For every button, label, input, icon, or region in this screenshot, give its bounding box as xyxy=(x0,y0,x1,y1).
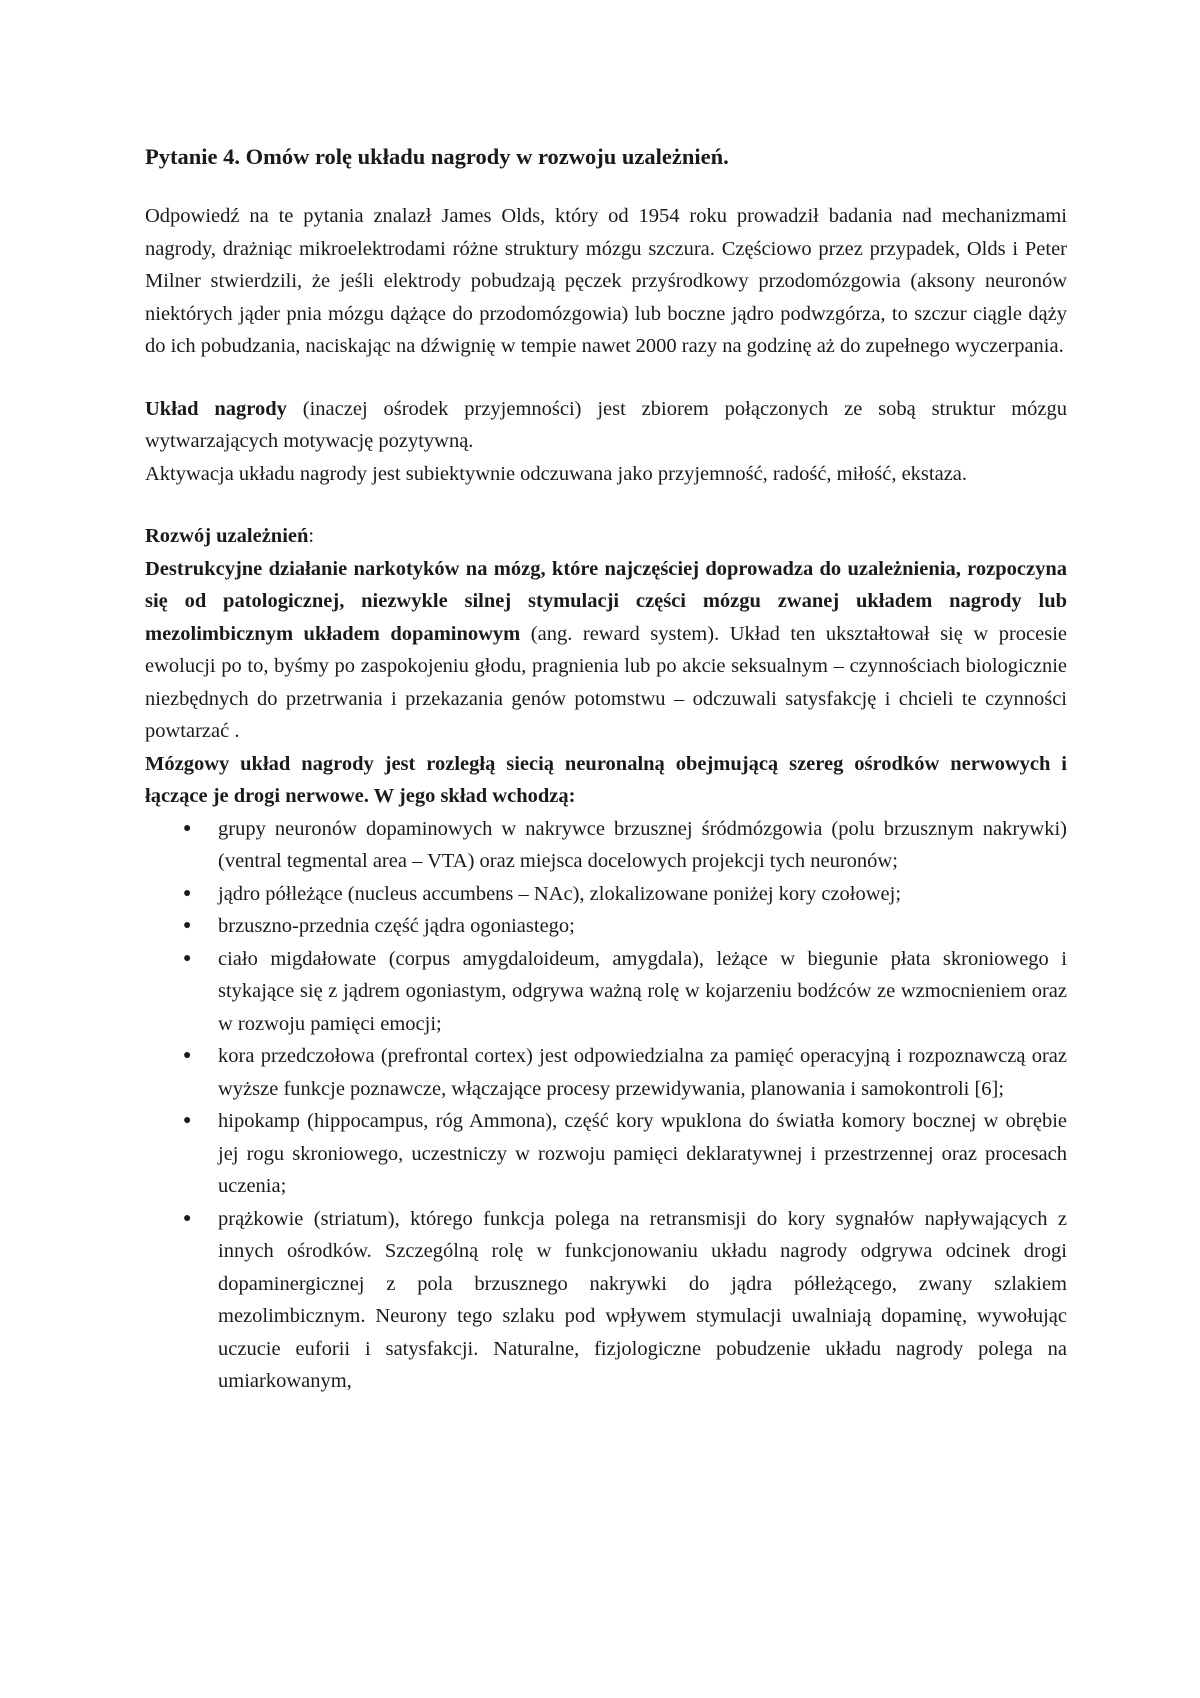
question-title: Pytanie 4. Omów rolę układu nagrody w rozwoju uzależnień. xyxy=(145,144,729,169)
paragraph-olds: Odpowiedź na te pytania znalazł James Olds, który od 1954 roku prowadził badania nad mechanizmami nagrody, drażniąc mikroelektrodami różne struktury mózgu szczura. Częściowo przez przypadek, Olds i Peter Milner stwierdzili, że jeśli elektrody pobudzają pęczek przyśrodkowy przodomózgowia (aksony neuronów niektórych jąder pnia mózgu dążące do przodomózgowia) lub boczne jądro podwzgórza, to szczur ciągle dąży do ich pobudzania, naciskając na dźwignię w tempie nawet 2000 razy na godzinę aż do zupełnego wyczerpania. xyxy=(145,205,1067,357)
list-item xyxy=(145,1105,1067,1203)
bullet-icon: ● xyxy=(183,950,192,966)
bullet-icon: ● xyxy=(183,1113,192,1128)
list-item-text: jądro półleżące (nucleus accumbens – NAc), zlokalizowane poniżej kory czołowej; xyxy=(218,882,902,905)
bullet-icon: ● xyxy=(183,1048,192,1063)
reward-network-text: Mózgowy układ nagrody jest rozległą siecią neuronalną obejmującą szereg ośrodków nerwowych i łączące je drogi nerwowe. W jego skład wchodzą: xyxy=(145,752,1067,807)
bullet-icon: ● xyxy=(183,885,192,901)
list-item xyxy=(145,1203,1067,1398)
list-item-text: kora przedczołowa (prefrontal cortex) jest odpowiedzialna za pamięć operacyjną i rozpoznawczą oraz wyższe funkcje poznawcze, włączające procesy przewidywania, planowania i samokontroli [6]; xyxy=(218,1045,1067,1100)
list-item xyxy=(145,910,1067,943)
bullet-icon: ● xyxy=(183,918,192,933)
addiction-text: (ang. reward system). Układ ten ukształtował się w procesie ewolucji po to, byśmy po zaspokojeniu głodu, pragnienia lub po akcie seksualnym – czynnościach biologicznie niezbędnych do przetrwania i przekazania genów potomstwu – odczuwali satysfakcję i chcieli te czynności powtarzać . xyxy=(145,622,1068,742)
heading-colon: : xyxy=(308,525,315,547)
bullet-icon: ● xyxy=(183,1210,192,1226)
list-item xyxy=(145,943,1067,1041)
structures-list xyxy=(145,813,1067,1398)
list-item-text: ciało migdałowate (corpus amygdaloideum, amygdala), leżące w biegunie płata skroniowego i stykające się z jądrem ogoniastym, odgrywa ważną rolę w kojarzeniu bodźców ze wzmocnieniem oraz w rozwoju pamięci emocji; xyxy=(218,947,1067,1035)
term-reward-system: Układ nagrody xyxy=(145,397,287,420)
bullet-icon: ● xyxy=(183,820,192,836)
paragraph-gap xyxy=(145,363,1067,393)
list-item xyxy=(145,878,1067,911)
paragraph-reward-system xyxy=(145,393,1067,458)
paragraph-gap xyxy=(145,490,1067,520)
list-item-text: brzuszno-przednia część jądra ogoniastego; xyxy=(218,915,575,937)
document-page xyxy=(145,140,1067,1398)
reward-system-definition: (inaczej ośrodek przyjemności) jest zbiorem połączonych ze sobą struktur mózgu wytwarzających motywację pozytywną. xyxy=(145,397,1067,452)
list-item-text: grupy neuronów dopaminowych w nakrywce brzusznej śródmózgowia (polu brzusznym nakrywki) (ventral tegmental area – VTA) oraz miejsca docelowych projekcji tych neuronów; xyxy=(218,817,1067,872)
section-heading xyxy=(145,520,1067,553)
list-item xyxy=(145,1040,1067,1105)
addiction-bold-text: Destrukcyjne działanie narkotyków na mózg, które najczęściej doprowadza do uzależnienia, rozpoczyna się od patologicznej, niezwykle silnej stymulacji części mózgu zwanej układem nagrody lub mezolimbicznym układem dopaminowym xyxy=(145,557,1067,645)
list-item xyxy=(145,813,1067,878)
paragraph-activation: Aktywacja układu nagrody jest subiektywnie odczuwana jako przyjemność, radość, miłość, ekstaza. xyxy=(145,462,968,485)
paragraph-addiction xyxy=(145,553,1067,813)
list-item-text: hipokamp (hippocampus, róg Ammona), część kory wpuklona do światła komory bocznej w obrębie jej rogu skroniowego, uczestniczy w rozwoju pamięci deklaratywnej i przestrzennej oraz procesach uczenia; xyxy=(218,1110,1067,1197)
heading-addiction-development: Rozwój uzależnień xyxy=(145,525,309,547)
list-item-text: prążkowie (striatum), którego funkcja polega na retransmisji do kory sygnałów napływających z innych ośrodków. Szczególną rolę w funkcjonowaniu układu nagrody odgrywa odcinek drogi dopaminergicznej z pola brzusznego nakrywki do jądra półleżącego, zwany szlakiem mezolimbicznym. Neurony tego szlaku pod wpływem stymulacji uwalniają dopaminę, wywołując uczucie euforii i satysfakcji. Naturalne, fizjologiczne pobudzenie układu nagrody polega na umiarkowanym, xyxy=(218,1207,1067,1392)
